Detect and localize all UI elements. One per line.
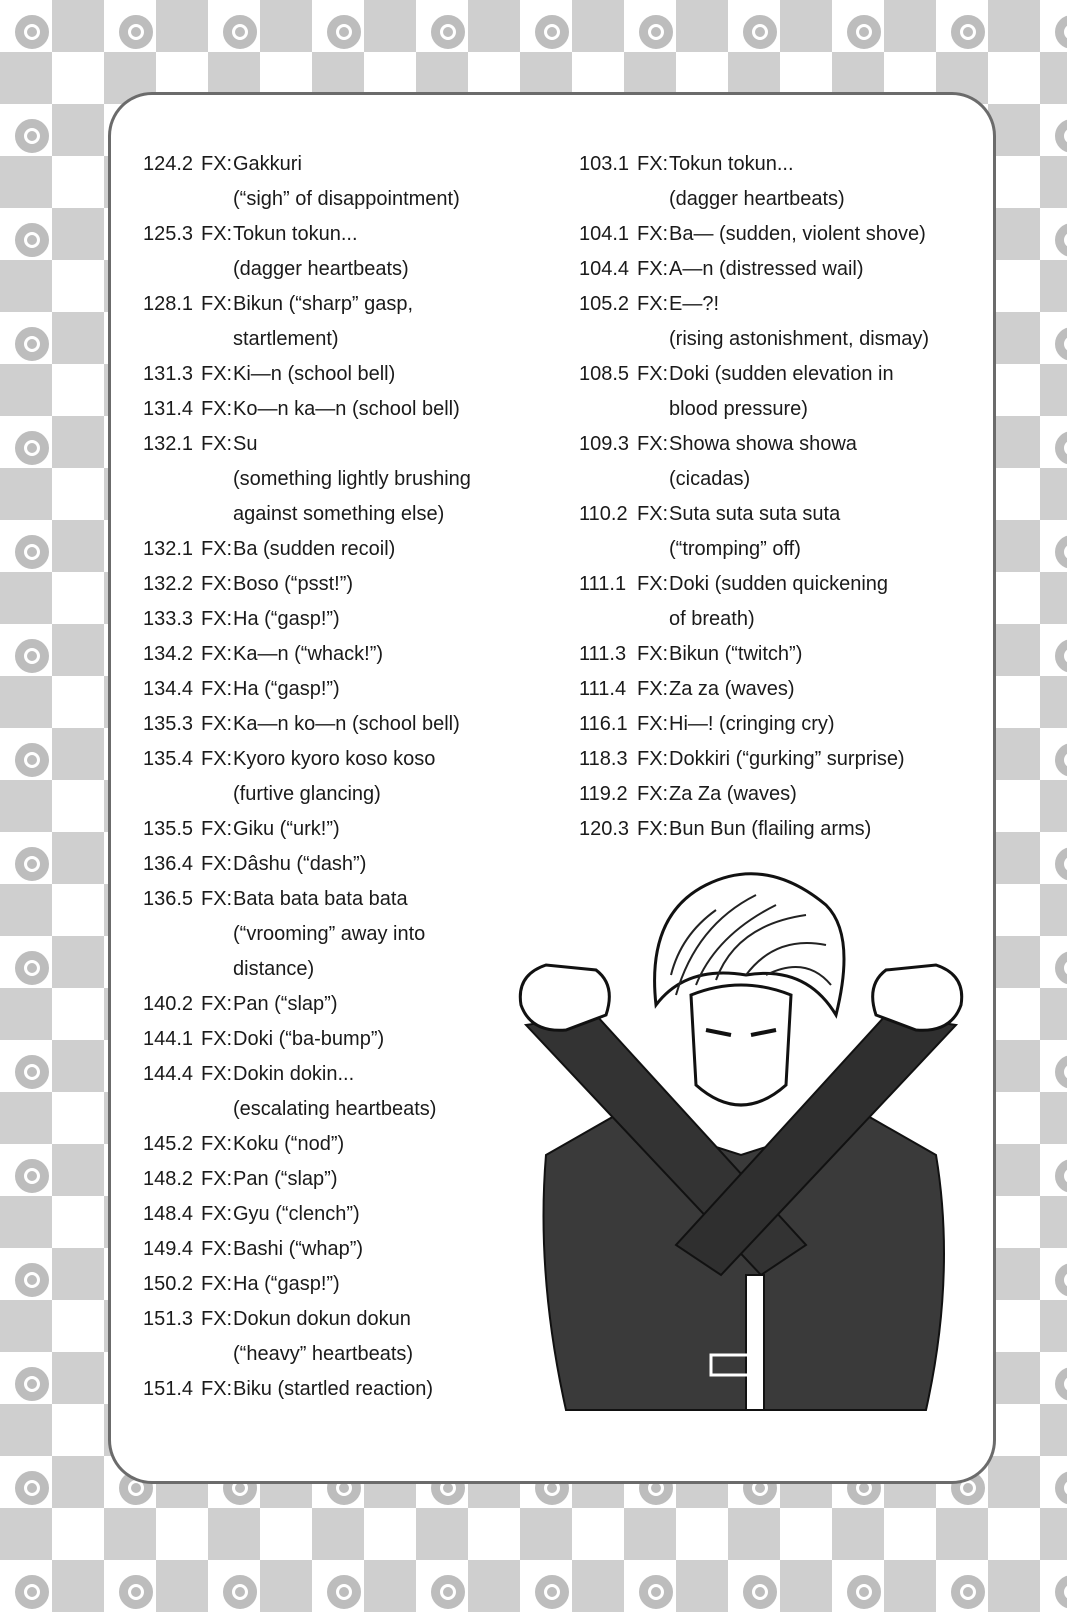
fx-label: FX: (637, 783, 669, 805)
fx-description-line: Tokun tokun... (233, 223, 358, 245)
swirl-emblem-icon (532, 1572, 572, 1612)
fx-description (669, 287, 979, 357)
fx-description (669, 672, 979, 707)
swirl-emblem-icon (12, 1052, 52, 1092)
swirl-emblem-icon (1052, 1468, 1067, 1508)
fx-description-line: Kyoro kyoro koso koso (233, 748, 436, 770)
fx-description-line: startlement) (233, 328, 339, 350)
fx-label: FX: (201, 818, 233, 840)
fx-description (233, 602, 563, 637)
fx-description-line: A—n (distressed wail) (669, 258, 864, 280)
fx-description (233, 532, 563, 567)
swirl-emblem-icon (12, 532, 52, 572)
fx-description-line: (escalating heartbeats) (233, 1098, 437, 1120)
fx-label: FX: (201, 993, 233, 1015)
page-panel-ref: 140.2 (143, 993, 194, 1015)
fx-description-line: Dokin dokin... (233, 1063, 355, 1085)
swirl-emblem-icon (1052, 1260, 1067, 1300)
glossary-entry (143, 812, 563, 847)
glossary-entry (579, 252, 979, 287)
swirl-emblem-icon (12, 1468, 52, 1508)
fx-label: FX: (637, 433, 669, 455)
swirl-emblem-icon (12, 116, 52, 156)
glossary-entry (579, 742, 979, 777)
fx-description-line: Za za (waves) (669, 678, 795, 700)
fx-label: FX: (201, 1238, 233, 1260)
fx-label: FX: (201, 1203, 233, 1225)
fx-description-line: Gyu (“clench”) (233, 1203, 360, 1225)
fx-description-line: Dâshu (“dash”) (233, 853, 367, 875)
fx-description-line: Pan (“slap”) (233, 993, 338, 1015)
glossary-entry (143, 147, 563, 217)
page-panel-ref: 119.2 (579, 783, 628, 805)
glossary-entry (143, 672, 563, 707)
swirl-emblem-icon (844, 12, 884, 52)
swirl-emblem-icon (1052, 324, 1067, 364)
page-panel-ref: 150.2 (143, 1273, 194, 1295)
swirl-emblem-icon (220, 1572, 260, 1612)
fx-description-line: (something lightly brushing (233, 468, 471, 490)
fx-description-line: Za Za (waves) (669, 783, 797, 805)
swirl-emblem-icon (12, 220, 52, 260)
fx-label: FX: (201, 1063, 233, 1085)
page-panel-ref: 111.4 (579, 678, 627, 700)
page-panel-ref: 104.4 (579, 258, 630, 280)
fx-label: FX: (637, 643, 669, 665)
page-panel-ref: 136.4 (143, 853, 194, 875)
fx-description-line: Doki (sudden elevation in (669, 363, 894, 385)
glossary-entry (143, 217, 563, 287)
swirl-emblem-icon (636, 12, 676, 52)
glossary-entry (143, 567, 563, 602)
swirl-emblem-icon (1052, 116, 1067, 156)
fx-label: FX: (201, 1308, 233, 1330)
fx-description (669, 567, 979, 637)
fx-description-line: Ko—n ka—n (school bell) (233, 398, 460, 420)
fx-description-line: Ha (“gasp!”) (233, 608, 340, 630)
fx-description-line: Tokun tokun... (669, 153, 794, 175)
glossary-entry (579, 287, 979, 357)
swirl-emblem-icon (428, 1572, 468, 1612)
glossary-entry (143, 1162, 563, 1197)
fx-description (233, 567, 563, 602)
fx-description (669, 812, 979, 847)
fx-description-line: Doki (sudden quickening (669, 573, 889, 595)
swirl-emblem-icon (636, 1572, 676, 1612)
fx-description-line: Doki (“ba-bump”) (233, 1028, 385, 1050)
page-panel-ref: 144.1 (143, 1028, 194, 1050)
fx-description-line: Bashi (“whap”) (233, 1238, 364, 1260)
fx-description-line: Showa showa showa (669, 433, 857, 455)
fx-description-line: Gakkuri (233, 153, 302, 175)
swirl-emblem-icon (12, 948, 52, 988)
swirl-emblem-icon (740, 1572, 780, 1612)
glossary-entry (579, 707, 979, 742)
page-panel-ref: 111.1 (579, 573, 627, 595)
fx-description-line: (dagger heartbeats) (669, 188, 845, 210)
fx-description-line: distance) (233, 958, 315, 980)
page-panel-ref: 109.3 (579, 433, 630, 455)
fx-description-line: Giku (“urk!”) (233, 818, 340, 840)
glossary-entry (579, 147, 979, 217)
swirl-emblem-icon (428, 12, 468, 52)
page-panel-ref: 104.1 (579, 223, 630, 245)
page-panel-ref: 151.3 (143, 1308, 194, 1330)
page-panel-ref: 131.4 (143, 398, 194, 420)
swirl-emblem-icon (1052, 636, 1067, 676)
glossary-entry (579, 777, 979, 812)
sound-effects-glossary-panel (108, 92, 996, 1484)
fx-label: FX: (637, 293, 669, 315)
fx-description (233, 742, 563, 812)
glossary-entry (579, 637, 979, 672)
swirl-emblem-icon (532, 12, 572, 52)
glossary-entry (143, 882, 563, 987)
glossary-entry (143, 392, 563, 427)
fx-description (233, 147, 563, 217)
page-panel-ref: 151.4 (143, 1378, 194, 1400)
fx-description-line: Ba— (sudden, violent shove) (669, 223, 926, 245)
glossary-entry (143, 357, 563, 392)
fx-description (233, 812, 563, 847)
fx-label: FX: (201, 713, 233, 735)
fx-label: FX: (201, 433, 233, 455)
fx-description-line: Ha (“gasp!”) (233, 678, 340, 700)
fx-label: FX: (201, 748, 233, 770)
glossary-entry (143, 1302, 563, 1372)
glossary-entry (143, 1267, 563, 1302)
page-panel-ref: 145.2 (143, 1133, 194, 1155)
fx-label: FX: (201, 153, 233, 175)
page-panel-ref: 131.3 (143, 363, 194, 385)
character-illustration (506, 855, 976, 1415)
page-panel-ref: 108.5 (579, 363, 630, 385)
fx-description-line: (furtive glancing) (233, 783, 381, 805)
fx-description (669, 707, 979, 742)
swirl-emblem-icon (324, 1572, 364, 1612)
fx-description-line: Su (233, 433, 258, 455)
fx-description (233, 392, 563, 427)
glossary-column-right (579, 147, 979, 847)
glossary-entry (143, 847, 563, 882)
fx-description-line: (dagger heartbeats) (233, 258, 409, 280)
page-panel-ref: 128.1 (143, 293, 194, 315)
fx-description-line: against something else) (233, 503, 445, 525)
fx-label: FX: (201, 223, 233, 245)
fx-description (669, 777, 979, 812)
page-panel-ref: 132.1 (143, 538, 194, 560)
fx-description (669, 427, 979, 497)
swirl-emblem-icon (1052, 844, 1067, 884)
glossary-entry (143, 987, 563, 1022)
swirl-emblem-icon (740, 12, 780, 52)
glossary-entry (579, 812, 979, 847)
fx-description-line: Boso (“psst!”) (233, 573, 354, 595)
fx-description-line: Koku (“nod”) (233, 1133, 345, 1155)
swirl-emblem-icon (948, 1572, 988, 1612)
glossary-entry (143, 1197, 563, 1232)
swirl-emblem-icon (12, 324, 52, 364)
glossary-entry (579, 217, 979, 252)
page-panel-ref: 105.2 (579, 293, 630, 315)
fx-description-line: (cicadas) (669, 468, 751, 490)
fx-description-line: Ka—n ko—n (school bell) (233, 713, 460, 735)
fx-description (233, 217, 563, 287)
swirl-emblem-icon (1052, 220, 1067, 260)
swirl-emblem-icon (12, 636, 52, 676)
fx-description-line: Ha (“gasp!”) (233, 1273, 340, 1295)
fx-label: FX: (201, 888, 233, 910)
page-panel-ref: 134.2 (143, 643, 194, 665)
fx-label: FX: (201, 293, 233, 315)
fx-label: FX: (201, 1133, 233, 1155)
glossary-entry (143, 637, 563, 672)
fx-label: FX: (637, 503, 669, 525)
fx-description (233, 287, 563, 357)
fx-description (669, 147, 979, 217)
page-panel-ref: 111.3 (579, 643, 627, 665)
page-panel-ref: 134.4 (143, 678, 194, 700)
fx-label: FX: (201, 1028, 233, 1050)
swirl-emblem-icon (1052, 1364, 1067, 1404)
swirl-emblem-icon (12, 1260, 52, 1300)
swirl-emblem-icon (116, 1572, 156, 1612)
page-panel-ref: 135.3 (143, 713, 194, 735)
swirl-emblem-icon (1052, 428, 1067, 468)
fx-label: FX: (201, 678, 233, 700)
glossary-entry (579, 567, 979, 637)
page-panel-ref: 118.3 (579, 748, 628, 770)
glossary-entry (579, 427, 979, 497)
swirl-emblem-icon (1052, 1572, 1067, 1612)
swirl-emblem-icon (12, 12, 52, 52)
page-panel-ref: 103.1 (579, 153, 630, 175)
fx-label: FX: (201, 1378, 233, 1400)
fx-description (233, 427, 563, 532)
glossary-entry (143, 427, 563, 532)
fx-description-line: (“tromping” off) (669, 538, 801, 560)
fx-description (669, 742, 979, 777)
fx-label: FX: (201, 573, 233, 595)
fx-description-line: Ki—n (school bell) (233, 363, 396, 385)
fx-label: FX: (637, 363, 669, 385)
fx-label: FX: (637, 818, 669, 840)
glossary-entry (143, 602, 563, 637)
fx-label: FX: (637, 713, 669, 735)
swirl-emblem-icon (12, 740, 52, 780)
fx-description-line: (“heavy” heartbeats) (233, 1343, 414, 1365)
swirl-emblem-icon (12, 1364, 52, 1404)
fx-description (669, 252, 979, 287)
fx-description-line: Ba (sudden recoil) (233, 538, 396, 560)
fx-description-line: (rising astonishment, dismay) (669, 328, 930, 350)
page-panel-ref: 125.3 (143, 223, 194, 245)
page-panel-ref: 133.3 (143, 608, 194, 630)
fx-description-line: E—?! (669, 293, 720, 315)
page-panel-ref: 148.2 (143, 1168, 194, 1190)
glossary-entry (143, 1022, 563, 1057)
fx-description-line: Pan (“slap”) (233, 1168, 338, 1190)
fx-description-line: Dokkiri (“gurking” surprise) (669, 748, 905, 770)
swirl-emblem-icon (1052, 1052, 1067, 1092)
fx-description-line: blood pressure) (669, 398, 808, 420)
fx-description-line: (“vrooming” away into (233, 923, 426, 945)
fx-label: FX: (201, 1168, 233, 1190)
fx-label: FX: (201, 398, 233, 420)
fx-label: FX: (201, 1273, 233, 1295)
glossary-entry (579, 672, 979, 707)
fx-description (233, 637, 563, 672)
fx-description-line: of breath) (669, 608, 755, 630)
swirl-emblem-icon (844, 1572, 884, 1612)
glossary-entry (143, 532, 563, 567)
fx-label: FX: (637, 748, 669, 770)
fx-label: FX: (637, 258, 669, 280)
fx-label: FX: (637, 153, 669, 175)
swirl-emblem-icon (1052, 12, 1067, 52)
glossary-entry (143, 742, 563, 812)
glossary-entry (143, 1057, 563, 1127)
swirl-emblem-icon (324, 12, 364, 52)
glossary-entry (579, 497, 979, 567)
fx-description (233, 672, 563, 707)
fx-description-line: (“sigh” of disappointment) (233, 188, 460, 210)
swirl-emblem-icon (220, 12, 260, 52)
page-panel-ref: 148.4 (143, 1203, 194, 1225)
fx-description (669, 357, 979, 427)
fx-label: FX: (201, 363, 233, 385)
fx-description-line: Biku (startled reaction) (233, 1378, 434, 1400)
fx-description-line: Bikun (“twitch”) (669, 643, 803, 665)
fx-description (669, 217, 979, 252)
fx-description (669, 497, 979, 567)
page-panel-ref: 135.4 (143, 748, 194, 770)
page-panel-ref: 110.2 (579, 503, 628, 525)
fx-description-line: Suta suta suta suta (669, 503, 841, 525)
glossary-column-left (143, 147, 563, 1407)
glossary-entry (143, 1372, 563, 1407)
swirl-emblem-icon (1052, 1156, 1067, 1196)
fx-description-line: Hi—! (cringing cry) (669, 713, 835, 735)
fx-description-line: Bikun (“sharp” gasp, (233, 293, 414, 315)
glossary-entry (143, 707, 563, 742)
swirl-emblem-icon (12, 844, 52, 884)
fx-label: FX: (637, 573, 669, 595)
fx-description-line: Dokun dokun dokun (233, 1308, 411, 1330)
glossary-entry (579, 357, 979, 427)
swirl-emblem-icon (12, 428, 52, 468)
swirl-emblem-icon (12, 1156, 52, 1196)
swirl-emblem-icon (1052, 740, 1067, 780)
fx-description-line: Bata bata bata bata (233, 888, 408, 910)
page-panel-ref: 120.3 (579, 818, 630, 840)
page-panel-ref: 136.5 (143, 888, 194, 910)
fx-label: FX: (201, 643, 233, 665)
page-panel-ref: 132.1 (143, 433, 194, 455)
page-panel-ref: 144.4 (143, 1063, 194, 1085)
fx-label: FX: (201, 538, 233, 560)
fx-label: FX: (637, 678, 669, 700)
fx-label: FX: (201, 853, 233, 875)
fx-label: FX: (201, 608, 233, 630)
fx-label: FX: (637, 223, 669, 245)
swirl-emblem-icon (1052, 948, 1067, 988)
glossary-entry (143, 287, 563, 357)
swirl-emblem-icon (12, 1572, 52, 1612)
swirl-emblem-icon (948, 12, 988, 52)
fx-description-line: Ka—n (“whack!”) (233, 643, 384, 665)
glossary-entry (143, 1232, 563, 1267)
fx-description (669, 637, 979, 672)
page-panel-ref: 116.1 (579, 713, 628, 735)
glossary-entry (143, 1127, 563, 1162)
fx-description (233, 707, 563, 742)
swirl-emblem-icon (116, 12, 156, 52)
page-panel-ref: 132.2 (143, 573, 194, 595)
swirl-emblem-icon (1052, 532, 1067, 572)
fx-description-line: Bun Bun (flailing arms) (669, 818, 872, 840)
page-panel-ref: 149.4 (143, 1238, 194, 1260)
page-panel-ref: 124.2 (143, 153, 194, 175)
page-panel-ref: 135.5 (143, 818, 194, 840)
fx-description (233, 357, 563, 392)
